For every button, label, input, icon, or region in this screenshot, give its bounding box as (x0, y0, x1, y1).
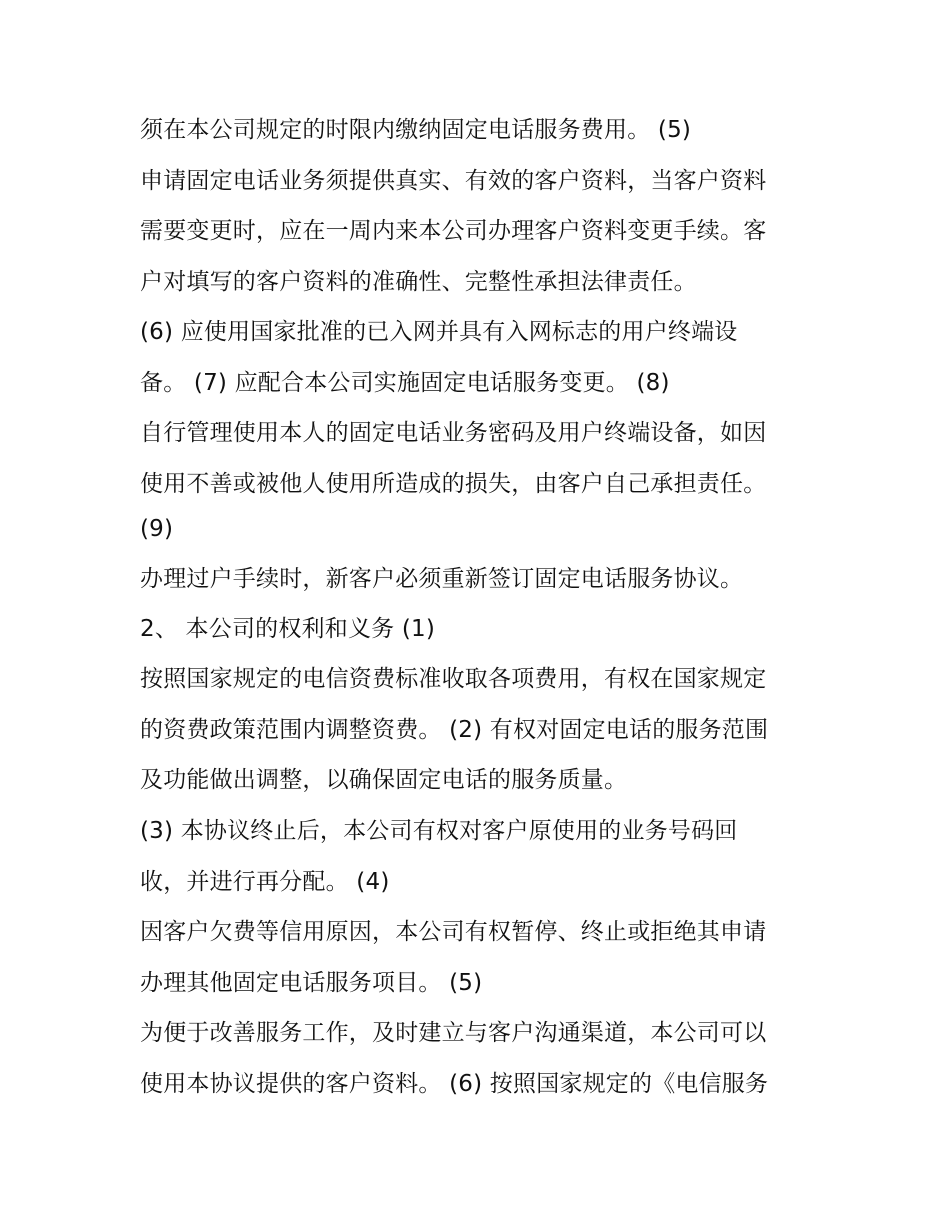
text-line: 须在本公司规定的时限内缴纳固定电话服务费用。 (5) (140, 117, 692, 143)
text-line: 的资费政策范围内调整资费。 (2) 有权对固定电话的服务范围 (140, 717, 769, 743)
text-line: 收，并进行再分配。 (4) (140, 869, 390, 895)
text-line: 按照国家规定的电信资费标准收取各项费用，有权在国家规定 (140, 666, 767, 692)
text-line: 使用本协议提供的客户资料。 (6) 按照国家规定的《电信服务 (140, 1071, 769, 1097)
text-line: 使用不善或被他人使用所造成的损失，由客户自己承担责任。 (140, 471, 767, 497)
text-line: 办理其他固定电话服务项目。 (5) (140, 970, 483, 996)
text-line: 办理过户手续时，新客户必须重新签订固定电话服务协议。 (140, 566, 744, 592)
text-line: 因客户欠费等信用原因，本公司有权暂停、终止或拒绝其申请 (140, 919, 767, 945)
text-line: 自行管理使用本人的固定电话业务密码及用户终端设备，如因 (140, 420, 767, 446)
text-line: 及功能做出调整，以确保固定电话的服务质量。 (140, 767, 628, 793)
text-line: 户对填写的客户资料的准确性、完整性承担法律责任。 (140, 269, 697, 295)
text-line: 需要变更时，应在一周内来本公司办理客户资料变更手续。客 (140, 218, 767, 244)
text-line: (3) 本协议终止后，本公司有权对客户原使用的业务号码回 (140, 818, 738, 844)
text-line: (9) (140, 516, 174, 542)
text-line: 申请固定电话业务须提供真实、有效的客户资料，当客户资料 (140, 168, 767, 194)
text-line: (6) 应使用国家批准的已入网并具有入网标志的用户终端设 (140, 319, 738, 345)
text-line: 备。 (7) 应配合本公司实施固定电话服务变更。 (8) (140, 370, 670, 396)
section-heading: 2、 本公司的权利和义务 (1) (140, 616, 436, 642)
text-line: 为便于改善服务工作，及时建立与客户沟通渠道，本公司可以 (140, 1020, 767, 1046)
